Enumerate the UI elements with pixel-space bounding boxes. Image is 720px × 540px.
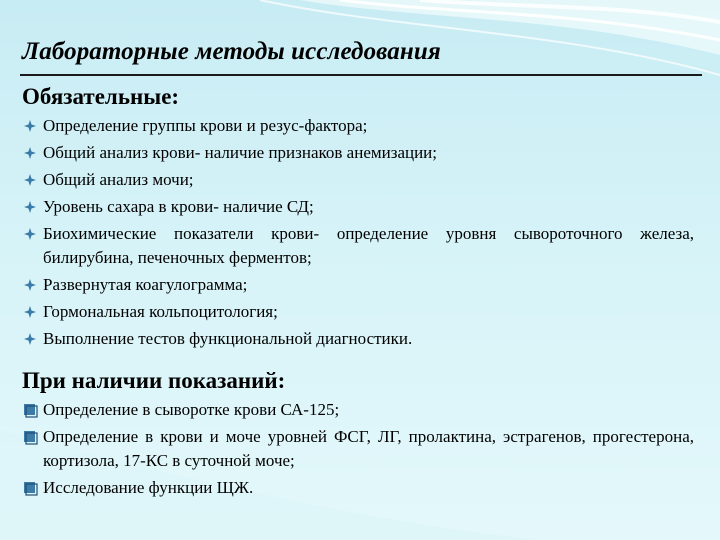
section-indications-heading: При наличии показаний: bbox=[22, 368, 286, 393]
list-item bbox=[22, 300, 694, 324]
mandatory-list bbox=[22, 114, 694, 354]
square-bullet-icon bbox=[22, 402, 38, 418]
list-item-text: Развернутая коагулограмма; bbox=[43, 275, 248, 294]
section-mandatory-heading: Обязательные: bbox=[22, 84, 180, 109]
list-item-text: Общий анализ крови- наличие признаков анемизации; bbox=[43, 143, 438, 162]
list-item bbox=[22, 168, 694, 192]
list-item bbox=[22, 273, 694, 297]
square-bullet-icon bbox=[22, 429, 38, 445]
list-item bbox=[22, 195, 694, 219]
diamond-bullet-icon bbox=[22, 331, 38, 347]
diamond-bullet-icon bbox=[22, 145, 38, 161]
diamond-bullet-icon bbox=[22, 172, 38, 188]
list-item-text: Определение группы крови и резус-фактора; bbox=[43, 116, 368, 135]
list-item bbox=[22, 114, 694, 138]
list-item bbox=[22, 398, 694, 422]
list-item-text: Определение в сыворотке крови СА-125; bbox=[43, 400, 340, 419]
list-item-text: Выполнение тестов функциональной диагностики. bbox=[43, 329, 413, 348]
list-item bbox=[22, 222, 694, 270]
list-item-text: Гормональная кольпоцитология; bbox=[43, 302, 278, 321]
diamond-bullet-icon bbox=[22, 226, 38, 242]
list-item bbox=[22, 476, 694, 500]
list-item-text: Биохимические показатели крови- определение уровня сывороточного железа, билирубина, печеночных ферментов; bbox=[43, 224, 694, 267]
square-bullet-icon bbox=[22, 480, 38, 496]
diamond-bullet-icon bbox=[22, 199, 38, 215]
list-item bbox=[22, 425, 694, 473]
indications-list bbox=[22, 398, 694, 503]
list-item-text: Определение в крови и моче уровней ФСГ, ЛГ, пролактина, эстрагенов, прогестерона, кортизола, 17-КС в суточной моче; bbox=[43, 427, 694, 470]
title-underline bbox=[20, 74, 702, 76]
diamond-bullet-icon bbox=[22, 277, 38, 293]
diamond-bullet-icon bbox=[22, 118, 38, 134]
list-item bbox=[22, 327, 694, 351]
list-item bbox=[22, 141, 694, 165]
list-item-text: Уровень сахара в крови- наличие СД; bbox=[43, 197, 314, 216]
list-item-text: Общий анализ мочи; bbox=[43, 170, 194, 189]
page-title: Лабораторные методы исследования bbox=[22, 38, 441, 65]
list-item-text: Исследование функции ЩЖ. bbox=[43, 478, 254, 497]
diamond-bullet-icon bbox=[22, 304, 38, 320]
